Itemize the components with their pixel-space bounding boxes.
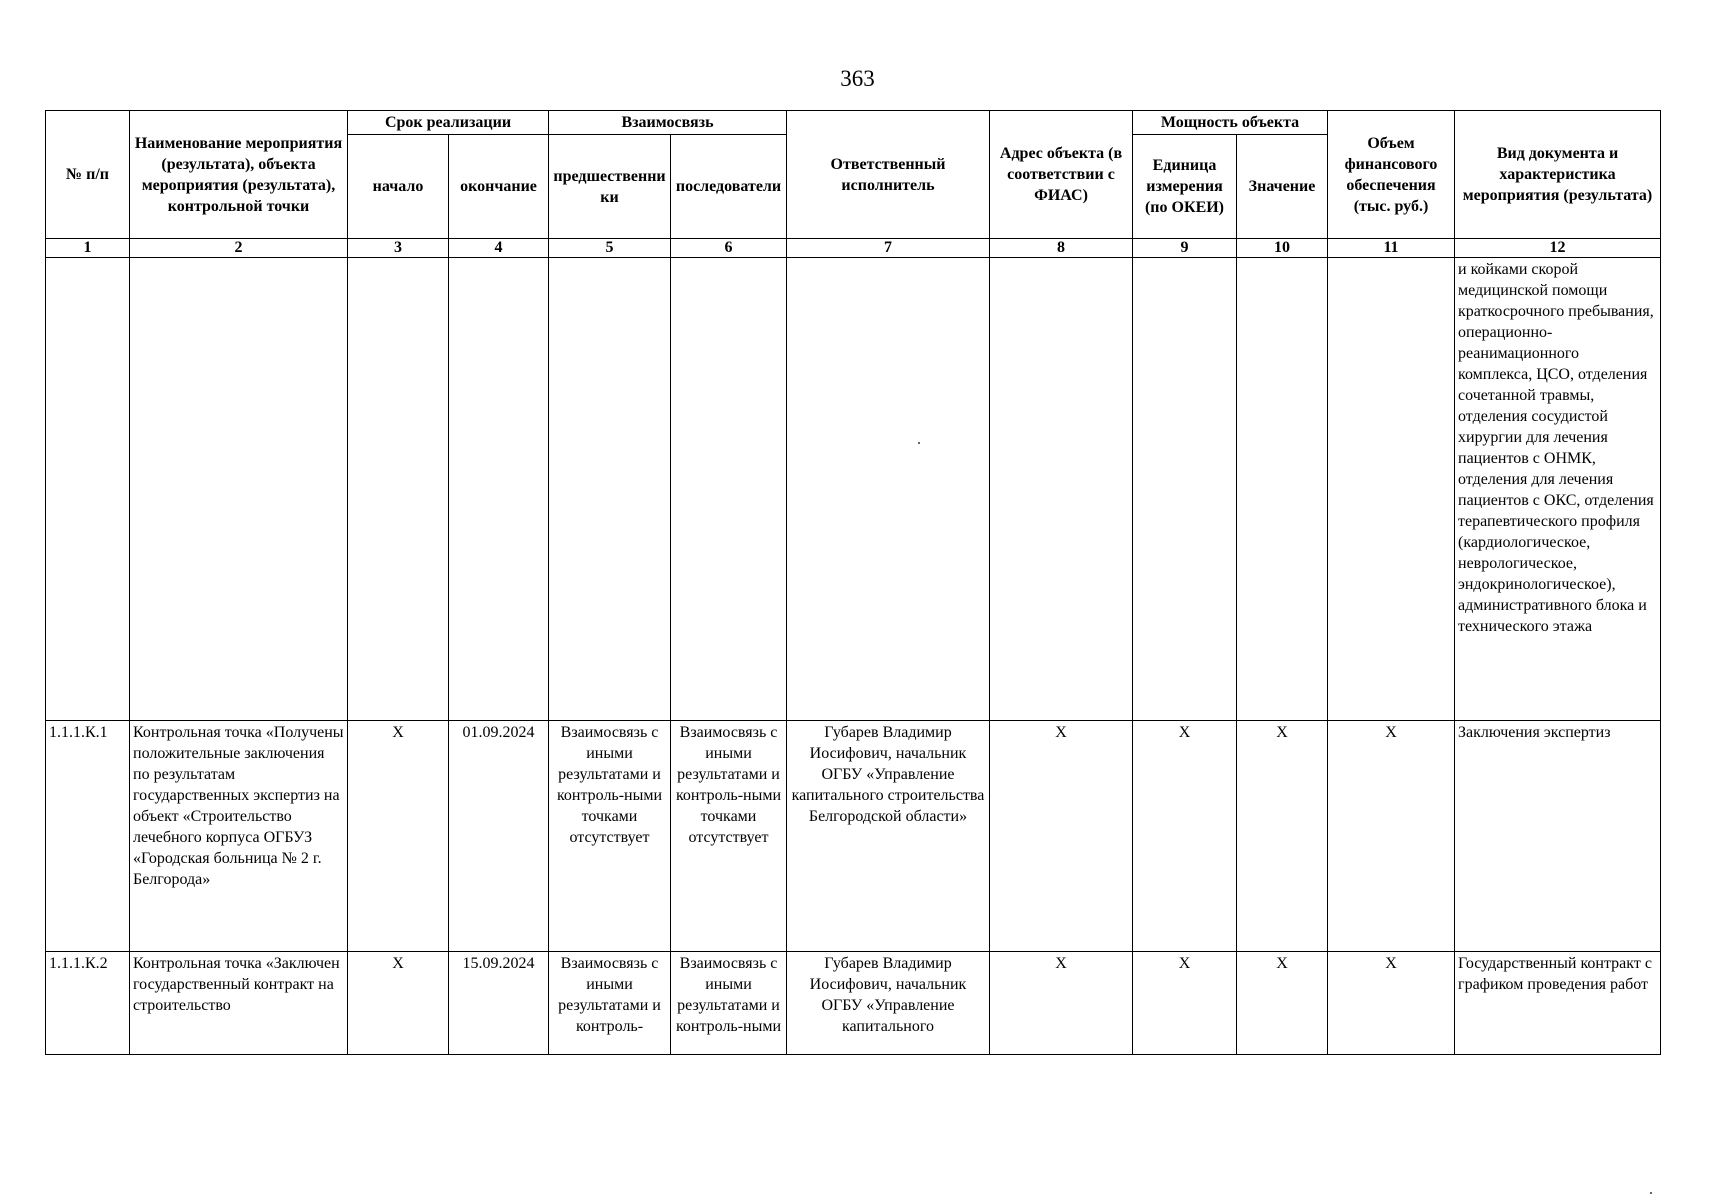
row-end: 01.09.2024 [449,721,549,952]
table-row [46,952,1661,1055]
column-number: 9 [1133,239,1237,258]
header-predecessors: предшественники [549,135,671,239]
column-number: 11 [1328,239,1455,258]
header-relation-group: Взаимосвязь [549,111,787,135]
row-value: X [1237,952,1328,1055]
empty-cell [990,258,1133,721]
header-unit: Единица измерения (по ОКЕИ) [1133,135,1237,239]
page-number: 363 [840,66,875,91]
column-number: 6 [671,239,787,258]
row-predecessors: Взаимосвязь с иными результатами и контроль-ными точками отсутствует [549,721,671,952]
header-value: Значение [1237,135,1328,239]
scan-speck [918,442,920,444]
row-successors: Взаимосвязь с иными результатами и контроль-ными [671,952,787,1055]
empty-cell [348,258,449,721]
row-start: X [348,952,449,1055]
empty-cell [449,258,549,721]
empty-cell [671,258,787,721]
header-name: Наименование мероприятия (результата), объекта мероприятия (результата), контрольной точки [130,111,348,239]
row-name: Контрольная точка «Получены положительные заключения по результатам государственных экспертиз на объект «Строительство лечебного корпуса ОГБУЗ «Городская больница № 2 г. Белгорода» [130,721,348,952]
continuation-row [46,258,1661,721]
empty-cell [1237,258,1328,721]
column-number: 1 [46,239,130,258]
row-doc-type: Государственный контракт с графиком проведения работ [1455,952,1661,1055]
column-number: 10 [1237,239,1328,258]
table-row [46,721,1661,952]
row-predecessors: Взаимосвязь с иными результатами и контроль- [549,952,671,1055]
empty-cell [549,258,671,721]
empty-cell [1328,258,1455,721]
row-unit: X [1133,721,1237,952]
row-responsible: Губарев Владимир Иосифович, начальник ОГБУ «Управление капитального строительства Белгородской области» [787,721,990,952]
header-capacity-group: Мощность объекта [1133,111,1328,135]
scan-speck [1650,1192,1652,1194]
empty-cell [130,258,348,721]
row-address: X [990,952,1133,1055]
row-address: X [990,721,1133,952]
row-responsible: Губарев Владимир Иосифович, начальник ОГБУ «Управление капитального [787,952,990,1055]
header-successors: последователи [671,135,787,239]
column-number: 8 [990,239,1133,258]
header-row-top [46,111,1661,135]
header-start: начало [348,135,449,239]
row-successors: Взаимосвязь с иными результатами и контроль-ными точками отсутствует [671,721,787,952]
doc-type-continuation: и койками скорой медицинской помощи краткосрочного пребывания, операционно-реанимационного комплекса, ЦСО, отделения сочетанной травмы, отделения сосудистой хирургии для лечения пациентов с ОНМК, отделения для лечения пациентов с ОКС, отделения терапевтического профиля (кардиологическое, неврологическое, эндокринологическое), административного блока и технического этажа [1455,258,1661,721]
column-number: 2 [130,239,348,258]
row-num: 1.1.1.К.1 [46,721,130,952]
row-unit: X [1133,952,1237,1055]
header-num: № п/п [46,111,130,239]
column-number: 12 [1455,239,1661,258]
row-finance: X [1328,952,1455,1055]
empty-cell [46,258,130,721]
row-finance: X [1328,721,1455,952]
row-num: 1.1.1.К.2 [46,952,130,1055]
column-number: 7 [787,239,990,258]
header-responsible: Ответственный исполнитель [787,111,990,239]
header-period-group: Срок реализации [348,111,549,135]
header-finance: Объем финансового обеспечения (тыс. руб.) [1328,111,1455,239]
column-number: 5 [549,239,671,258]
empty-cell [787,258,990,721]
column-number: 3 [348,239,449,258]
plan-table [45,110,1661,1055]
row-value: X [1237,721,1328,952]
header-doc-type: Вид документа и характеристика мероприятия (результата) [1455,111,1661,239]
empty-cell [1133,258,1237,721]
row-name: Контрольная точка «Заключен государственный контракт на строительство [130,952,348,1055]
row-doc-type: Заключения экспертиз [1455,721,1661,952]
row-end: 15.09.2024 [449,952,549,1055]
column-number-row [46,239,1661,258]
column-number: 4 [449,239,549,258]
header-address: Адрес объекта (в соответствии с ФИАС) [990,111,1133,239]
header-end: окончание [449,135,549,239]
row-start: X [348,721,449,952]
